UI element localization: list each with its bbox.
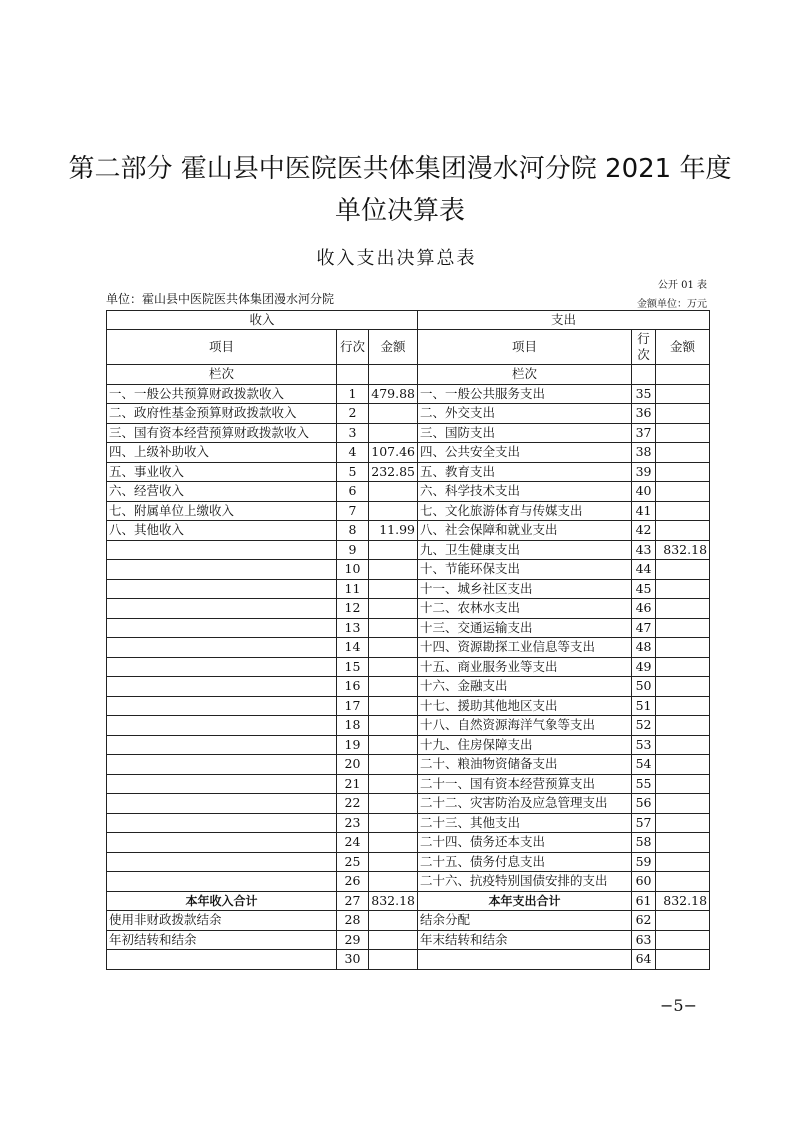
- expense-item-cell: 十九、住房保障支出: [418, 735, 632, 755]
- income-line-cell: 14: [337, 638, 369, 658]
- empty-cell: [337, 365, 369, 385]
- expense-item-cell: 十、节能环保支出: [418, 560, 632, 580]
- table-row: [107, 677, 710, 697]
- income-item-cell: 五、事业收入: [107, 462, 337, 482]
- empty-cell: [632, 365, 656, 385]
- income-amount-cell: [369, 872, 418, 892]
- income-item-cell: [107, 657, 337, 677]
- expense-index-label: 栏次: [418, 365, 632, 385]
- income-amount-cell: [369, 579, 418, 599]
- expense-amount-cell: [656, 384, 710, 404]
- expense-line-cell: 46: [632, 599, 656, 619]
- income-amount-cell: [369, 423, 418, 443]
- income-line-header: 行次: [337, 330, 369, 365]
- income-amount-cell: [369, 599, 418, 619]
- income-amount-cell: [369, 560, 418, 580]
- income-line-cell: 26: [337, 872, 369, 892]
- empty-cell: [656, 365, 710, 385]
- income-amount-cell: [369, 735, 418, 755]
- expense-line-cell: 51: [632, 696, 656, 716]
- income-line-cell: 3: [337, 423, 369, 443]
- table-row: [107, 638, 710, 658]
- expense-amount-cell: [656, 950, 710, 970]
- expense-item-cell: [418, 950, 632, 970]
- expense-amount-cell: [656, 930, 710, 950]
- income-line-cell: 30: [337, 950, 369, 970]
- income-item-cell: [107, 950, 337, 970]
- table-row: [107, 852, 710, 872]
- expense-line-cell: 48: [632, 638, 656, 658]
- expense-amount-cell: [656, 579, 710, 599]
- expense-amount-cell: 832.18: [656, 891, 710, 911]
- table-row: [107, 950, 710, 970]
- amount-unit-label: 金额单位：万元: [637, 299, 707, 310]
- table-row: [107, 521, 710, 541]
- expense-line-cell: 47: [632, 618, 656, 638]
- expense-item-cell: 十二、农林水支出: [418, 599, 632, 619]
- income-amount-cell: [369, 852, 418, 872]
- expense-line-cell: 61: [632, 891, 656, 911]
- expense-amount-cell: [656, 638, 710, 658]
- expense-item-cell: 十六、金融支出: [418, 677, 632, 697]
- income-line-cell: 2: [337, 404, 369, 424]
- income-item-header: 项目: [107, 330, 337, 365]
- income-item-cell: [107, 716, 337, 736]
- income-line-cell: 25: [337, 852, 369, 872]
- expense-item-cell: 十八、自然资源海洋气象等支出: [418, 716, 632, 736]
- income-amount-cell: [369, 774, 418, 794]
- expense-amount-cell: [656, 423, 710, 443]
- income-item-cell: [107, 872, 337, 892]
- income-item-cell: [107, 696, 337, 716]
- income-line-cell: 19: [337, 735, 369, 755]
- expense-item-cell: 十三、交通运输支出: [418, 618, 632, 638]
- expense-line-cell: 64: [632, 950, 656, 970]
- income-amount-cell: [369, 540, 418, 560]
- expense-line-cell: 59: [632, 852, 656, 872]
- expense-item-cell: 十一、城乡社区支出: [418, 579, 632, 599]
- column-header-row: [107, 330, 710, 365]
- expense-item-cell: 二十四、债务还本支出: [418, 833, 632, 853]
- expense-item-cell: 二、外交支出: [418, 404, 632, 424]
- income-item-cell: 四、上级补助收入: [107, 443, 337, 463]
- expense-line-cell: 52: [632, 716, 656, 736]
- income-line-cell: 18: [337, 716, 369, 736]
- table-row: [107, 540, 710, 560]
- income-amount-cell: 107.46: [369, 443, 418, 463]
- income-line-cell: 11: [337, 579, 369, 599]
- income-line-cell: 28: [337, 911, 369, 931]
- expense-item-cell: 十四、资源勘探工业信息等支出: [418, 638, 632, 658]
- expense-item-cell: 十五、商业服务业等支出: [418, 657, 632, 677]
- income-item-cell: [107, 638, 337, 658]
- expense-line-cell: 42: [632, 521, 656, 541]
- page-title: 第二部分 霍山县中医院医共体集团漫水河分院 2021 年度单位决算表: [68, 154, 732, 226]
- expense-line-cell: 40: [632, 482, 656, 502]
- income-line-cell: 13: [337, 618, 369, 638]
- expense-amount-cell: [656, 521, 710, 541]
- table-row: [107, 833, 710, 853]
- income-line-cell: 10: [337, 560, 369, 580]
- table-row: [107, 443, 710, 463]
- income-line-cell: 20: [337, 755, 369, 775]
- income-item-cell: [107, 599, 337, 619]
- expense-line-cell: 49: [632, 657, 656, 677]
- income-amount-cell: 11.99: [369, 521, 418, 541]
- table-row: [107, 579, 710, 599]
- table-row: [107, 696, 710, 716]
- expense-line-cell: 60: [632, 872, 656, 892]
- expense-amount-cell: [656, 677, 710, 697]
- table-row: [107, 501, 710, 521]
- income-amount-cell: [369, 657, 418, 677]
- income-amount-cell: [369, 930, 418, 950]
- expense-item-cell: 二十六、抗疫特别国债安排的支出: [418, 872, 632, 892]
- income-item-cell: [107, 833, 337, 853]
- expense-item-cell: 五、教育支出: [418, 462, 632, 482]
- income-amount-cell: 232.85: [369, 462, 418, 482]
- income-item-cell: [107, 540, 337, 560]
- expense-line-cell: 54: [632, 755, 656, 775]
- expense-item-cell: 十七、援助其他地区支出: [418, 696, 632, 716]
- income-amount-cell: [369, 833, 418, 853]
- income-amount-cell: [369, 677, 418, 697]
- expense-line-cell: 44: [632, 560, 656, 580]
- expense-line-header: 行次: [632, 330, 656, 365]
- expense-amount-cell: [656, 482, 710, 502]
- expense-item-cell: 四、公共安全支出: [418, 443, 632, 463]
- expense-amount-cell: [656, 755, 710, 775]
- income-line-cell: 24: [337, 833, 369, 853]
- expense-section-header: 支出: [418, 311, 710, 330]
- income-item-cell: 使用非财政拨款结余: [107, 911, 337, 931]
- income-line-cell: 27: [337, 891, 369, 911]
- income-amount-cell: 479.88: [369, 384, 418, 404]
- expense-item-cell: 本年支出合计: [418, 891, 632, 911]
- expense-amount-cell: [656, 735, 710, 755]
- income-item-cell: [107, 755, 337, 775]
- expense-item-cell: 二十五、债务付息支出: [418, 852, 632, 872]
- expense-amount-cell: [656, 560, 710, 580]
- expense-item-cell: 六、科学技术支出: [418, 482, 632, 502]
- table-row: [107, 560, 710, 580]
- income-item-cell: 年初结转和结余: [107, 930, 337, 950]
- income-item-cell: 七、附属单位上缴收入: [107, 501, 337, 521]
- income-line-cell: 5: [337, 462, 369, 482]
- income-line-cell: 8: [337, 521, 369, 541]
- expense-line-cell: 41: [632, 501, 656, 521]
- table-row: [107, 618, 710, 638]
- expense-amount-cell: [656, 501, 710, 521]
- table-row: [107, 794, 710, 814]
- expense-amount-cell: [656, 852, 710, 872]
- expense-item-cell: 二十一、国有资本经营预算支出: [418, 774, 632, 794]
- expense-amount-cell: [656, 618, 710, 638]
- income-line-cell: 7: [337, 501, 369, 521]
- income-amount-cell: 832.18: [369, 891, 418, 911]
- expense-amount-cell: [656, 872, 710, 892]
- expense-line-cell: 50: [632, 677, 656, 697]
- table-row: [107, 462, 710, 482]
- income-amount-cell: [369, 755, 418, 775]
- expense-amount-cell: [656, 833, 710, 853]
- expense-amount-cell: 832.18: [656, 540, 710, 560]
- income-item-cell: [107, 852, 337, 872]
- income-amount-cell: [369, 618, 418, 638]
- expense-line-cell: 45: [632, 579, 656, 599]
- table-row: [107, 657, 710, 677]
- income-amount-cell: [369, 950, 418, 970]
- expense-amount-cell: [656, 443, 710, 463]
- empty-cell: [369, 365, 418, 385]
- table-row: [107, 384, 710, 404]
- income-index-label: 栏次: [107, 365, 337, 385]
- expense-item-cell: 一、一般公共服务支出: [418, 384, 632, 404]
- income-line-cell: 6: [337, 482, 369, 502]
- income-section-header: 收入: [107, 311, 418, 330]
- income-item-cell: 三、国有资本经营预算财政拨款收入: [107, 423, 337, 443]
- table-row: [107, 735, 710, 755]
- expense-line-cell: 43: [632, 540, 656, 560]
- table-row: [107, 774, 710, 794]
- income-line-cell: 12: [337, 599, 369, 619]
- income-amount-cell: [369, 813, 418, 833]
- expense-amount-header: 金额: [656, 330, 710, 365]
- income-item-cell: [107, 560, 337, 580]
- table-row: [107, 872, 710, 892]
- expense-line-cell: 57: [632, 813, 656, 833]
- income-line-cell: 23: [337, 813, 369, 833]
- expense-item-cell: 二十三、其他支出: [418, 813, 632, 833]
- income-amount-cell: [369, 482, 418, 502]
- income-item-cell: [107, 735, 337, 755]
- expense-amount-cell: [656, 911, 710, 931]
- income-item-cell: [107, 677, 337, 697]
- income-amount-cell: [369, 638, 418, 658]
- expense-amount-cell: [656, 404, 710, 424]
- expense-amount-cell: [656, 657, 710, 677]
- expense-line-cell: 55: [632, 774, 656, 794]
- table-row: [107, 599, 710, 619]
- expense-line-cell: 62: [632, 911, 656, 931]
- table-row: [107, 755, 710, 775]
- column-index-row: [107, 365, 710, 385]
- income-line-cell: 21: [337, 774, 369, 794]
- income-item-cell: 六、经营收入: [107, 482, 337, 502]
- page-number: −5−: [660, 996, 697, 1015]
- table-row: [107, 482, 710, 502]
- income-line-cell: 17: [337, 696, 369, 716]
- income-item-cell: [107, 579, 337, 599]
- expense-line-cell: 38: [632, 443, 656, 463]
- income-line-cell: 4: [337, 443, 369, 463]
- table-row: [107, 404, 710, 424]
- expense-item-cell: 三、国防支出: [418, 423, 632, 443]
- unit-label: 单位：霍山县中医院医共体集团漫水河分院: [106, 292, 335, 306]
- expense-amount-cell: [656, 599, 710, 619]
- expense-line-cell: 35: [632, 384, 656, 404]
- expense-amount-cell: [656, 774, 710, 794]
- income-item-cell: 八、其他收入: [107, 521, 337, 541]
- expense-line-cell: 37: [632, 423, 656, 443]
- total-row: [107, 891, 710, 911]
- table-subtitle: 收入支出决算总表: [316, 248, 477, 269]
- expense-line-cell: 56: [632, 794, 656, 814]
- expense-line-cell: 53: [632, 735, 656, 755]
- income-amount-cell: [369, 404, 418, 424]
- expense-item-cell: 二十、粮油物资储备支出: [418, 755, 632, 775]
- form-code: 公开 01 表: [657, 280, 707, 291]
- expense-item-cell: 二十二、灾害防治及应急管理支出: [418, 794, 632, 814]
- income-expense-table: [106, 310, 710, 970]
- income-item-cell: 一、一般公共预算财政拨款收入: [107, 384, 337, 404]
- expense-item-cell: 七、文化旅游体育与传媒支出: [418, 501, 632, 521]
- income-line-cell: 1: [337, 384, 369, 404]
- table-row: [107, 911, 710, 931]
- income-item-cell: [107, 794, 337, 814]
- income-line-cell: 9: [337, 540, 369, 560]
- income-amount-header: 金额: [369, 330, 418, 365]
- expense-amount-cell: [656, 813, 710, 833]
- income-item-cell: [107, 618, 337, 638]
- income-item-cell: 本年收入合计: [107, 891, 337, 911]
- expense-item-header: 项目: [418, 330, 632, 365]
- income-line-cell: 15: [337, 657, 369, 677]
- income-line-cell: 29: [337, 930, 369, 950]
- expense-amount-cell: [656, 716, 710, 736]
- expense-line-cell: 58: [632, 833, 656, 853]
- expense-line-cell: 36: [632, 404, 656, 424]
- table-row: [107, 716, 710, 736]
- table-row: [107, 813, 710, 833]
- income-line-cell: 16: [337, 677, 369, 697]
- expense-item-cell: 年末结转和结余: [418, 930, 632, 950]
- expense-item-cell: 八、社会保障和就业支出: [418, 521, 632, 541]
- income-amount-cell: [369, 696, 418, 716]
- income-amount-cell: [369, 501, 418, 521]
- income-amount-cell: [369, 911, 418, 931]
- income-line-cell: 22: [337, 794, 369, 814]
- expense-line-cell: 39: [632, 462, 656, 482]
- expense-amount-cell: [656, 794, 710, 814]
- income-item-cell: 二、政府性基金预算财政拨款收入: [107, 404, 337, 424]
- expense-item-cell: 结余分配: [418, 911, 632, 931]
- income-amount-cell: [369, 794, 418, 814]
- expense-item-cell: 九、卫生健康支出: [418, 540, 632, 560]
- table-row: [107, 930, 710, 950]
- section-header-row: [107, 311, 710, 330]
- expense-line-cell: 63: [632, 930, 656, 950]
- income-item-cell: [107, 774, 337, 794]
- income-amount-cell: [369, 716, 418, 736]
- income-item-cell: [107, 813, 337, 833]
- table-row: [107, 423, 710, 443]
- expense-amount-cell: [656, 462, 710, 482]
- expense-amount-cell: [656, 696, 710, 716]
